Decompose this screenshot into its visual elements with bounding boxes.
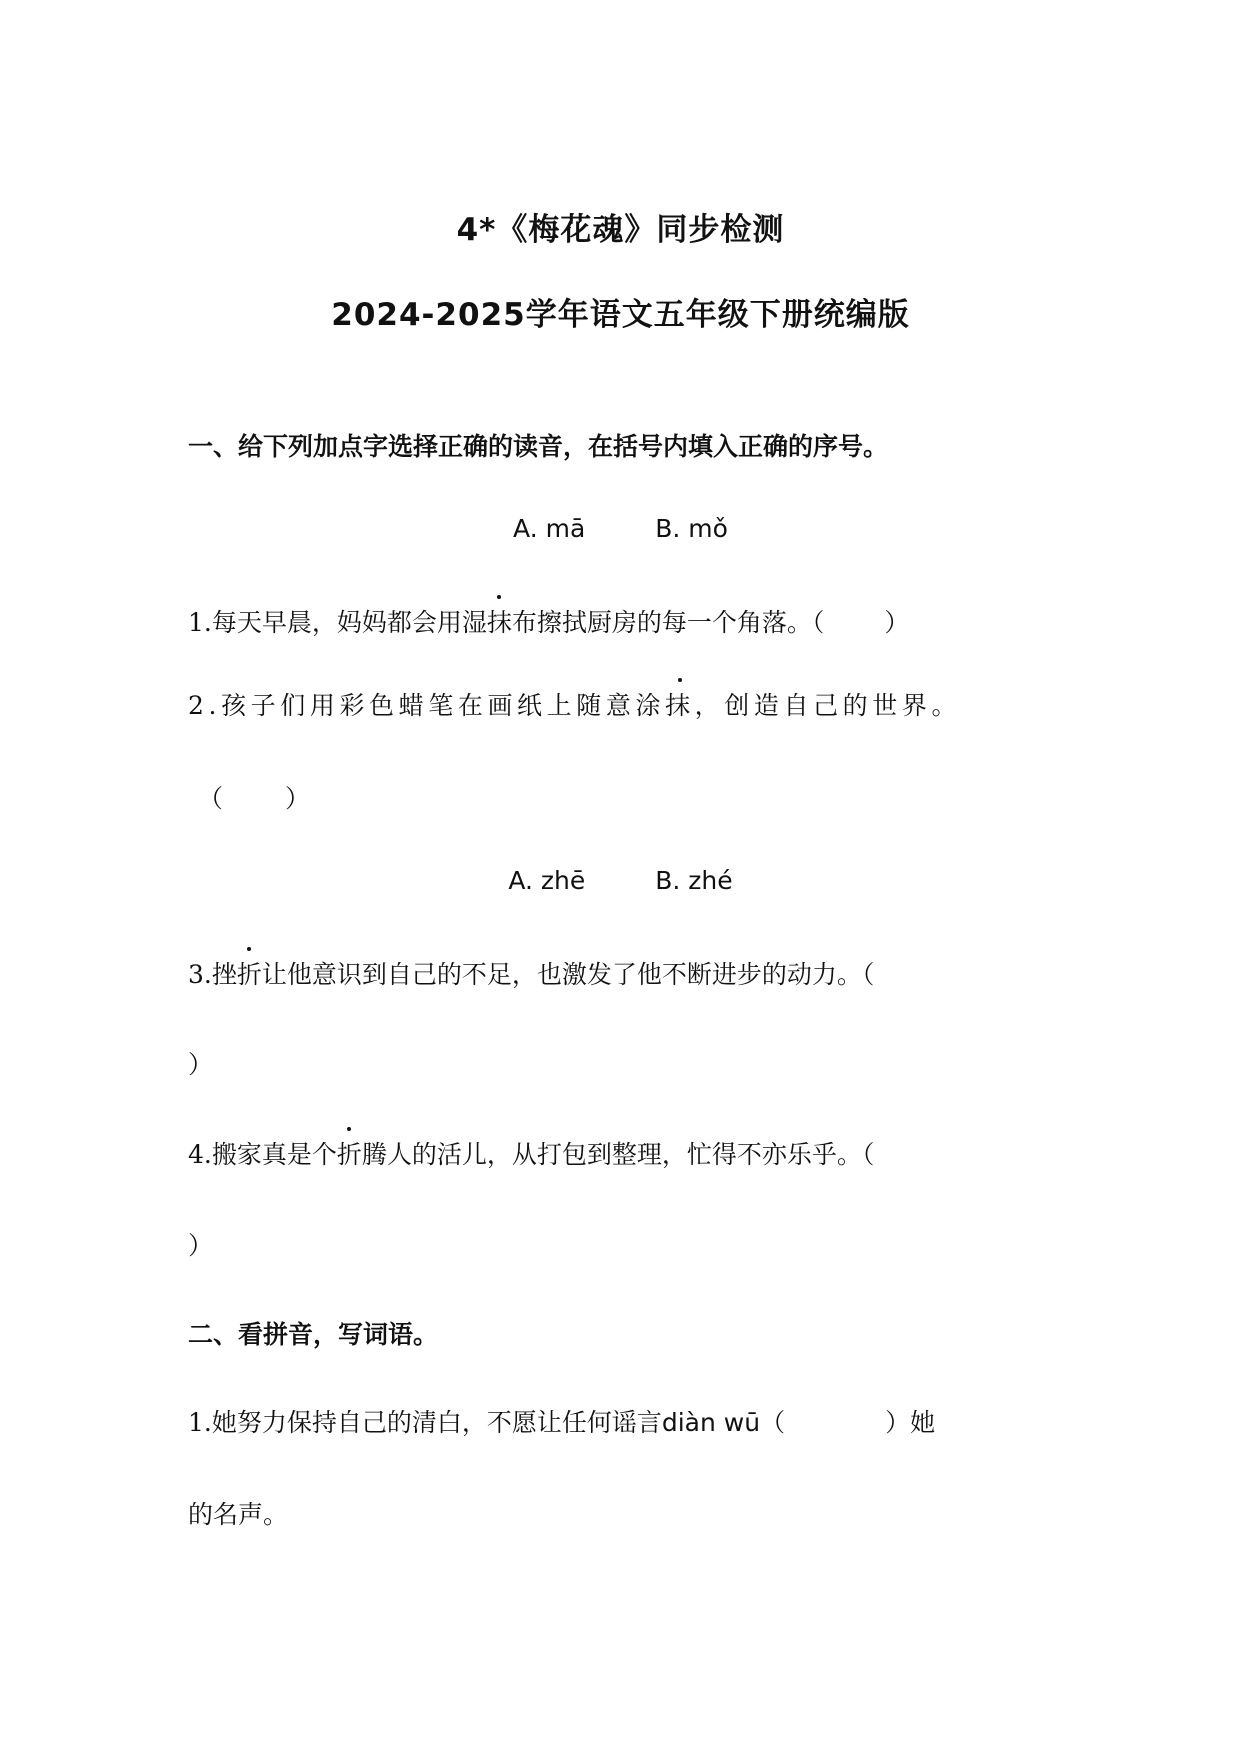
question-text: 1.每天早晨，妈妈都会用湿: [188, 608, 487, 637]
question-text: 3.挫: [188, 960, 237, 989]
answer-bracket-close: ）: [884, 608, 910, 637]
section-2-heading: 二、看拼音，写词语。: [188, 1320, 439, 1349]
option-a: A. mā: [513, 514, 586, 543]
pinyin-prompt: diàn wū: [661, 1408, 761, 1437]
question-text: ，创造自己的世界。: [694, 691, 962, 720]
option-a: A. zhē: [508, 866, 586, 895]
answer-bracket-close: ）: [188, 1050, 214, 1079]
question-2-1: [188, 1403, 935, 1439]
answer-bracket-line: [188, 1045, 213, 1081]
option-b: B. mǒ: [655, 514, 728, 543]
answer-bracket-open: （: [198, 784, 224, 813]
option-b: B. zhé: [655, 866, 733, 895]
dotted-character: 抹: [665, 686, 695, 722]
answer-bracket-close: ）: [285, 784, 311, 813]
question-2-1-continuation: 的名声。: [188, 1500, 289, 1529]
question-text: 1.她努力保持自己的清白，不愿让任何谣言: [188, 1408, 662, 1437]
question-text: ）她: [885, 1408, 936, 1437]
question-1-2: [188, 686, 961, 722]
dotted-character: 抹: [487, 603, 512, 639]
question-text: 4.搬家真是个: [188, 1140, 337, 1169]
answer-bracket-open: （: [760, 1408, 786, 1437]
question-text: 2.孩子们用彩色蜡笔在画纸上随意涂: [188, 691, 666, 720]
option-group-1: [0, 514, 1241, 543]
dotted-character: 折: [237, 955, 262, 991]
answer-bracket-line: [198, 779, 310, 815]
question-text: 布擦拭厨房的每一个角落。（: [511, 608, 825, 637]
question-text: 腾人的活儿，从打包到整理，忙得不亦乐乎。（: [361, 1140, 875, 1169]
question-1-4: [188, 1135, 874, 1171]
answer-bracket-line: [188, 1226, 213, 1262]
question-text: 让他意识到自己的不足，也激发了他不断进步的动力。（: [261, 960, 875, 989]
question-1-3: [188, 955, 874, 991]
section-1-heading: 一、给下列加点字选择正确的读音，在括号内填入正确的序号。: [188, 432, 889, 461]
option-group-2: [0, 866, 1241, 895]
answer-bracket-close: ）: [188, 1231, 214, 1260]
dotted-character: 折: [337, 1135, 362, 1171]
title-line-1: 4*《梅花魂》同步检测: [456, 212, 785, 248]
question-1-1: [188, 603, 909, 639]
title-line-2: 2024-2025学年语文五年级下册统编版: [331, 297, 910, 333]
